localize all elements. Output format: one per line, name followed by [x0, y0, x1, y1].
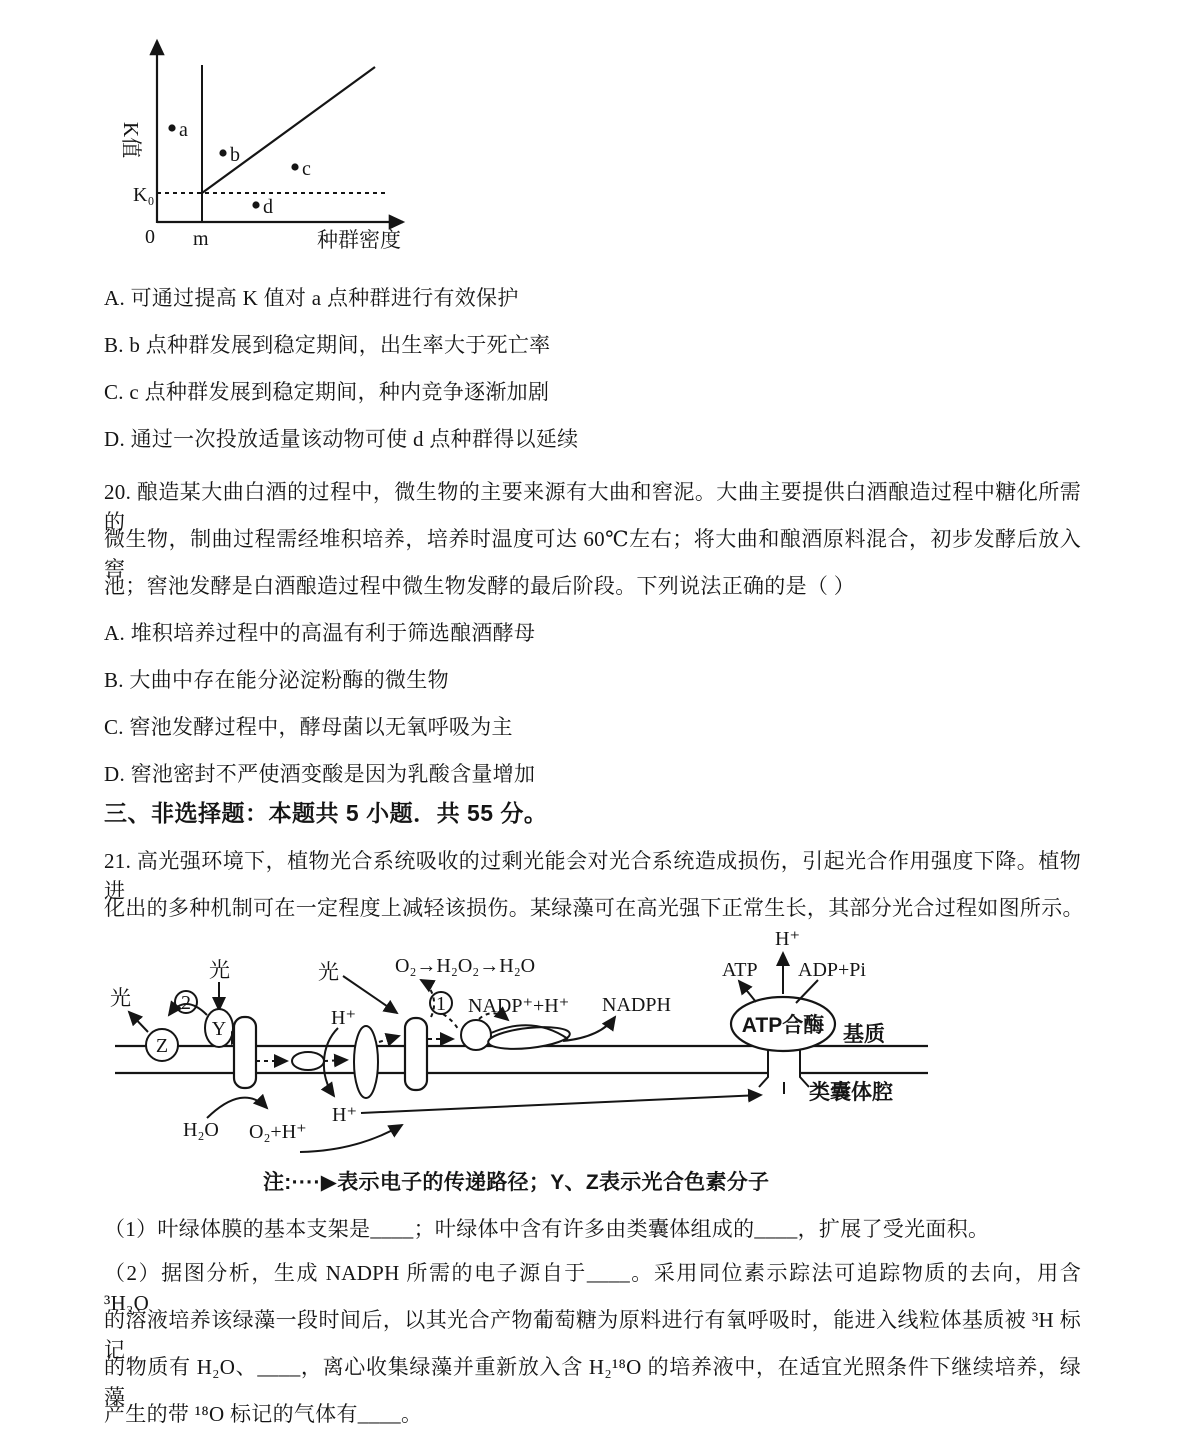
label-circled-2: 2 [181, 992, 191, 1014]
k-graph-points [168, 119, 311, 218]
q21-stem-line2: 化出的多种机制可在一定程度上减轻该损伤。某绿藻可在高光强下正常生长，其部分光合过程如图所示。 [104, 896, 1084, 920]
h-plus-lower: H⁺ [332, 1104, 357, 1126]
o2-hplus-label: O₂+H⁺ [249, 1121, 307, 1143]
q19-option-a: A. 可通过提高 K 值对 a 点种群进行有效保护 [104, 286, 519, 310]
pigment-z-label: Z [155, 1035, 169, 1057]
h2o-label: H₂O [183, 1119, 219, 1141]
nadph-label: NADPH [602, 994, 671, 1016]
q21-sub2-line4: 产生的带 ¹⁸O 标记的气体有____。 [104, 1402, 423, 1426]
diagram-note: 注:····▶表示电子的传递路径；Y、Z表示光合色素分子 [263, 1171, 770, 1194]
q20-option-b: B. 大曲中存在能分泌淀粉酶的微生物 [104, 668, 449, 692]
light-arrows [129, 976, 397, 1032]
stroma-label: 基质 [843, 1023, 885, 1046]
atp-label: ATP [722, 959, 758, 981]
q20-option-d: D. 窖池密封不严使酒变酸是因为乳酸含量增加 [104, 762, 536, 786]
m-label: m [193, 228, 209, 250]
origin-label: 0 [145, 226, 155, 248]
point-a-label: a [179, 119, 188, 141]
point-d-label: d [263, 196, 273, 218]
point-c-label: c [302, 158, 311, 180]
q19-option-b: B. b 点种群发展到稳定期间，出生率大于死亡率 [104, 333, 551, 357]
adp-pi-label: ADP+Pi [798, 959, 866, 981]
pigment-y-label: Y [211, 1018, 227, 1040]
q21-sub2-line2: 的溶液培养该绿藻一段时间后，以其光合产物葡萄糖为原料进行有氧呼吸时，能进入线粒体基质被 ³H 标记 [104, 1308, 1081, 1362]
q19-option-c: C. c 点种群发展到稳定期间，种内竞争逐渐加剧 [104, 380, 550, 404]
section-header: 三、非选择题：本题共 5 小题．共 55 分。 [104, 800, 548, 826]
k0-label: K₀ [133, 184, 155, 206]
q20-option-a: A. 堆积培养过程中的高温有利于筛选酿酒酵母 [104, 621, 536, 645]
q20-stem-line3: 池；窖池发酵是白酒酿造过程中微生物发酵的最后阶段。下列说法正确的是（ ） [104, 574, 856, 598]
lumen-label: 类囊体腔 [809, 1081, 893, 1104]
q21-sub2-line1: （2）据图分析，生成 NADPH 所需的电子源自于____。采用同位素示踪法可追踪物质的去向，用含 ³H₂O [104, 1261, 1081, 1315]
q20-stem-line1: 20. 酿造某大曲白酒的过程中，微生物的主要来源有大曲和窖泥。大曲主要提供白酒酿造过程中糖化所需的 [104, 480, 1081, 534]
label-circled-1: 1 [436, 993, 446, 1015]
light-label-1: 光 [110, 986, 131, 1010]
q20-stem-line2: 微生物，制曲过程需经堆积培养，培养时温度可达 60℃左右；将大曲和酿酒原料混合，初步发酵后放入窖 [104, 527, 1081, 581]
point-b-label: b [230, 144, 240, 166]
k-value-graph [95, 25, 435, 270]
q21-sub2-line3: 的物质有 H₂O、____，离心收集绿藻并重新放入含 H₂¹⁸O 的培养液中，在适宜光照条件下继续培养，绿藻 [104, 1355, 1081, 1409]
light-label-3: 光 [318, 960, 339, 984]
q20-option-c: C. 窖池发酵过程中，酵母菌以无氧呼吸为主 [104, 715, 513, 739]
q21-sub1: （1）叶绿体膜的基本支架是____；叶绿体中含有许多由类囊体组成的____，扩展了受光面积。 [104, 1217, 990, 1241]
photosynthesis-diagram [95, 915, 1095, 1165]
q19-option-d: D. 通过一次投放适量该动物可使 d 点种群得以延续 [104, 427, 579, 451]
k-graph-axes [157, 41, 403, 223]
h-plus-top: H⁺ [775, 928, 800, 950]
k-graph-ylabel: K值 [119, 121, 143, 159]
nadp-label: NADP⁺+H⁺ [468, 995, 570, 1017]
o2-detox-chain: O₂→H₂O₂→H₂O [395, 955, 536, 977]
q21-stem-line1: 21. 高光强环境下，植物光合系统吸收的过剩光能会对光合系统造成损伤，引起光合作用强度下降。植物进 [104, 849, 1081, 903]
light-label-2: 光 [209, 958, 230, 982]
k-graph-xlabel: 种群密度 [317, 228, 401, 252]
atp-synthase-label: ATP合酶 [741, 1014, 825, 1037]
h-plus-upper: H⁺ [331, 1007, 356, 1029]
